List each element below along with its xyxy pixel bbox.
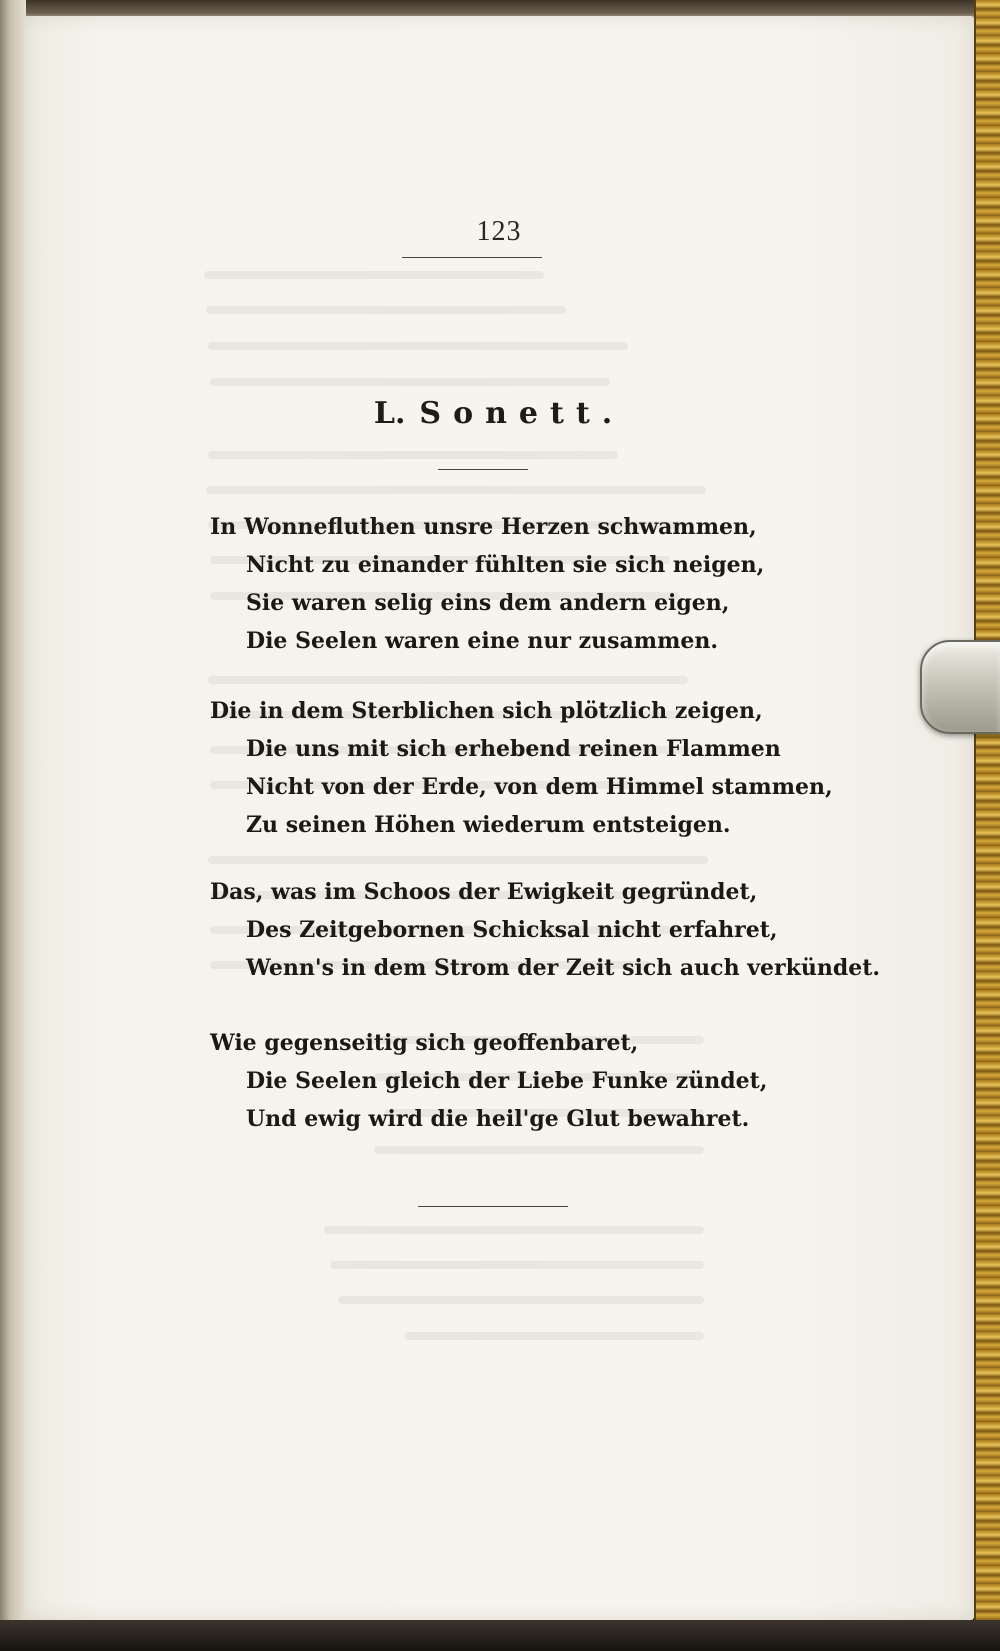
book-page	[24, 16, 974, 1620]
title-rule	[438, 469, 528, 470]
book-clasp	[920, 640, 1000, 734]
poem-line: Die Seelen gleich der Liebe Funke zündet,	[246, 1068, 768, 1094]
poem-line: Wie gegenseitig sich geoffenbaret,	[210, 1030, 639, 1056]
poem-line: Und ewig wird die heil'ge Glut bewahret.	[246, 1106, 750, 1132]
poem-line: In Wonnefluthen unsre Herzen schwammen,	[210, 514, 757, 540]
poem-number: L.	[373, 396, 406, 431]
poem-line: Nicht zu einander fühlten sie sich neigen,	[246, 552, 765, 578]
stanza-2	[210, 692, 930, 844]
poem-line: Nicht von der Erde, von dem Himmel stammen,	[246, 774, 833, 800]
book-spine-edge	[0, 0, 26, 1651]
poem-line: Des Zeitgebornen Schicksal nicht erfahret,	[246, 917, 778, 943]
poem-title-word: Sonett.	[419, 396, 625, 431]
stanza-4	[210, 1024, 930, 1138]
poem-line: Die uns mit sich erhebend reinen Flammen	[246, 736, 781, 762]
poem-line: Die in dem Sterblichen sich plötzlich zeigen,	[210, 698, 763, 724]
poem-line: Die Seelen waren eine nur zusammen.	[246, 628, 719, 654]
book-bottom-edge	[0, 1620, 1000, 1651]
gilded-fore-edge	[974, 0, 1000, 1651]
page-number: 123	[476, 216, 522, 247]
stanza-1	[210, 508, 930, 660]
end-rule	[418, 1206, 568, 1207]
header-rule	[402, 257, 542, 258]
poem-line: Sie waren selig eins dem andern eigen,	[246, 590, 730, 616]
poem-line: Das, was im Schoos der Ewigkeit gegründet,	[210, 879, 758, 905]
poem-line: Wenn's in dem Strom der Zeit sich auch verkündet.	[246, 955, 881, 981]
poem-line: Zu seinen Höhen wiederum entsteigen.	[246, 812, 731, 838]
poem-title	[24, 396, 974, 431]
stanza-3	[210, 873, 930, 987]
